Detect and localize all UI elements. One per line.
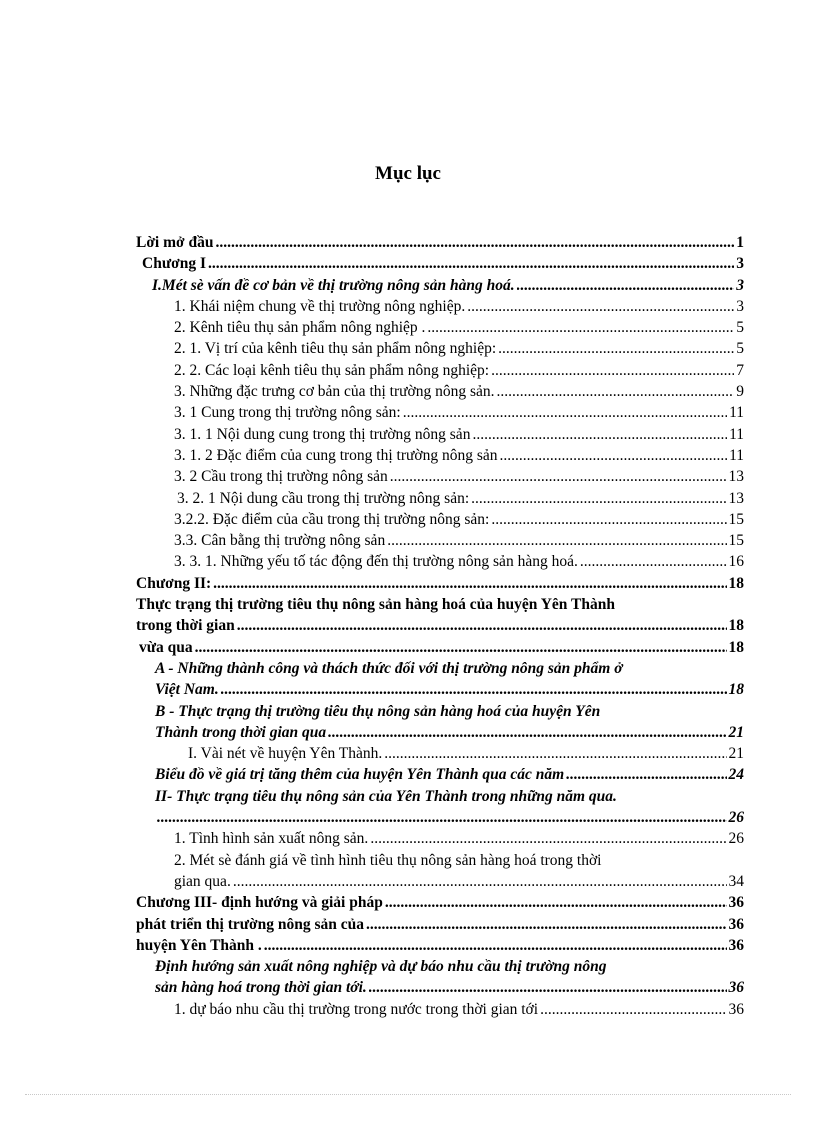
toc-page-number: 21 <box>728 723 744 741</box>
toc-page-number: 18 <box>728 574 744 592</box>
toc-entry <box>0 338 744 359</box>
toc-leader-dots <box>540 999 726 1020</box>
table-of-contents <box>0 232 816 1020</box>
toc-leader-dots <box>328 722 726 743</box>
toc-leader-dots <box>517 275 735 296</box>
toc-leader-dots <box>221 679 727 700</box>
toc-entry-text: 1. dự báo nhu cầu thị trường trong nước trong thời gian tới <box>174 1000 539 1018</box>
toc-page-number: 18 <box>728 681 744 699</box>
toc-entry <box>0 637 744 658</box>
toc-page-number: 34 <box>728 872 744 890</box>
toc-leader-dots <box>369 977 727 998</box>
toc-leader-dots <box>427 317 734 338</box>
toc-entry <box>0 253 744 274</box>
toc-entry <box>0 573 744 594</box>
toc-page-number: 36 <box>728 936 744 954</box>
toc-leader-dots <box>472 424 727 445</box>
toc-entry-text: 1. Khái niệm chung về thị trường nông nghiệp. <box>174 297 466 315</box>
toc-entry <box>0 722 744 743</box>
toc-entry <box>0 935 744 956</box>
toc-entry <box>0 871 744 892</box>
toc-page-number: 3 <box>736 276 744 294</box>
toc-entry-text: huyện Yên Thành . <box>136 936 262 954</box>
toc-page-number: 5 <box>736 340 744 358</box>
toc-page-number: 21 <box>728 745 744 763</box>
toc-entry-text: A - Những thành công và thách thức đối với thị trường nông sản phẩm ở <box>155 659 623 677</box>
toc-entry <box>0 956 744 977</box>
toc-page-number: 7 <box>736 361 744 379</box>
toc-page-number: 15 <box>728 510 744 528</box>
toc-entry <box>0 466 744 487</box>
toc-entry <box>0 679 744 700</box>
toc-page-number: 24 <box>728 766 744 784</box>
toc-entry <box>0 594 744 615</box>
toc-leader-dots <box>264 935 727 956</box>
toc-leader-dots <box>385 892 727 913</box>
toc-entry-text: trong thời gian <box>136 617 235 635</box>
toc-page-number: 16 <box>728 553 744 571</box>
toc-entry <box>0 764 744 785</box>
toc-page-number: 11 <box>729 425 744 443</box>
toc-leader-dots <box>195 637 727 658</box>
toc-leader-dots <box>233 871 727 892</box>
toc-entry <box>0 509 744 530</box>
toc-leader-dots <box>366 914 726 935</box>
toc-page-number: 18 <box>728 617 744 635</box>
toc-leader-dots <box>491 509 726 530</box>
toc-entry-text: I.Mét sè vấn đề cơ bản về thị trường nông sản hàng hoá. <box>152 276 515 294</box>
toc-entry-text: B - Thực trạng thị trường tiêu thụ nông sản hàng hoá của huyện Yên <box>155 702 601 720</box>
toc-leader-dots <box>580 551 727 572</box>
toc-page-number: 36 <box>728 979 744 997</box>
toc-entry-text: 3. 3. 1. Những yếu tố tác động đến thị trường nông sản hàng hoá. <box>174 553 578 571</box>
toc-page-number: 36 <box>728 1000 744 1018</box>
toc-entry-text: Biểu đồ về giá trị tăng thêm của huyện Yên Thành qua các năm <box>155 766 565 784</box>
toc-page-number: 26 <box>728 830 744 848</box>
toc-leader-dots <box>566 764 726 785</box>
toc-page-number: 36 <box>728 915 744 933</box>
toc-entry <box>0 658 744 679</box>
toc-entry <box>0 850 744 871</box>
toc-page-number: 36 <box>728 894 744 912</box>
toc-leader-dots <box>500 445 728 466</box>
toc-entry-text: 2. 1. Vị trí của kênh tiêu thụ sản phẩm nông nghiệp: <box>174 340 497 358</box>
toc-page-number: 9 <box>736 383 744 401</box>
toc-page-number: 3 <box>736 255 744 273</box>
toc-entry <box>0 488 744 509</box>
toc-page-number: 5 <box>736 319 744 337</box>
toc-leader-dots <box>491 360 734 381</box>
toc-entry-text: 2. Mét sè đánh giá về tình hình tiêu thụ nông sản hàng hoá trong thời <box>174 851 602 869</box>
toc-entry-text: I. Vài nét về huyện Yên Thành. <box>188 745 383 763</box>
toc-entry-text: 3.2.2. Đặc điểm của cầu trong thị trường nông sản: <box>174 510 490 528</box>
toc-entry <box>0 786 744 807</box>
toc-entry-text: 3. 2 Cầu trong thị trường nông sản <box>174 468 388 486</box>
toc-page-number: 15 <box>728 532 744 550</box>
toc-leader-dots <box>157 807 727 828</box>
toc-entry <box>0 232 744 253</box>
toc-entry-text: Chương II: <box>136 574 212 592</box>
toc-entry-text: II- Thực trạng tiêu thụ nông sản của Yên Thành trong những năm qua. <box>155 787 617 805</box>
toc-entry-text: Việt Nam. <box>155 681 219 699</box>
page-footer-divider <box>25 1094 791 1095</box>
toc-leader-dots <box>467 296 734 317</box>
toc-leader-dots <box>390 466 727 487</box>
toc-entry-text: phát triển thị trường nông sản của <box>136 915 365 933</box>
toc-leader-dots <box>213 573 726 594</box>
toc-entry-text: 3. 1. 2 Đặc điểm của cung trong thị trường nông sản <box>174 446 498 464</box>
toc-entry <box>0 360 744 381</box>
toc-entry-text: 3.3. Cân bằng thị trường nông sản <box>174 532 386 550</box>
toc-entry-text: 3. 2. 1 Nội dung cầu trong thị trường nông sản: <box>177 489 470 507</box>
toc-leader-dots <box>237 615 727 636</box>
toc-entry <box>0 892 744 913</box>
toc-entry <box>0 807 744 828</box>
toc-entry-text: Lời mở đầu <box>136 234 214 251</box>
toc-leader-dots <box>498 338 734 359</box>
toc-entry <box>0 701 744 722</box>
toc-entry-text: 2. Kênh tiêu thụ sản phẩm nông nghiệp . <box>174 319 426 337</box>
toc-entry-text: sản hàng hoá trong thời gian tới. <box>155 979 367 997</box>
toc-entry-text: vừa qua <box>139 638 193 656</box>
toc-leader-dots <box>403 402 727 423</box>
toc-page-number: 18 <box>728 638 744 656</box>
toc-page-number: 13 <box>728 489 744 507</box>
toc-entry <box>0 914 744 935</box>
toc-entry <box>0 615 744 636</box>
toc-leader-dots <box>497 381 735 402</box>
toc-entry <box>0 977 744 998</box>
page-title: Mục lục <box>375 163 441 184</box>
toc-entry-text: Chương III- định hướng và giải pháp <box>136 894 383 912</box>
toc-entry <box>0 296 744 317</box>
toc-entry-text: Thực trạng thị trường tiêu thụ nông sản hàng hoá của huyện Yên Thành <box>136 596 615 614</box>
toc-entry-text: 3. Những đặc trưng cơ bản của thị trường nông sản. <box>174 383 495 401</box>
toc-entry <box>0 317 744 338</box>
toc-entry <box>0 402 744 423</box>
toc-leader-dots <box>387 530 726 551</box>
toc-entry <box>0 275 744 296</box>
toc-entry <box>0 445 744 466</box>
toc-entry-text: gian qua. <box>174 872 231 890</box>
toc-page-number: 13 <box>728 468 744 486</box>
toc-entry-text: Chương I <box>142 255 206 273</box>
toc-entry-text: 1. Tình hình sản xuất nông sản. <box>174 830 369 848</box>
toc-entry-text: 3. 1 Cung trong thị trường nông sản: <box>174 404 401 422</box>
toc-leader-dots <box>370 828 726 849</box>
toc-page-number: 11 <box>729 446 744 464</box>
toc-entry <box>0 999 744 1020</box>
toc-page-number: 1 <box>736 234 744 251</box>
toc-entry <box>0 530 744 551</box>
toc-entry-text: 2. 2. Các loại kênh tiêu thụ sản phẩm nông nghiệp: <box>174 361 490 379</box>
toc-entry <box>0 424 744 445</box>
toc-page-number: 3 <box>736 297 744 315</box>
toc-entry <box>0 743 744 764</box>
toc-leader-dots <box>215 232 734 253</box>
toc-leader-dots <box>384 743 726 764</box>
toc-page-number: 26 <box>728 809 744 827</box>
toc-leader-dots <box>208 253 734 274</box>
toc-entry <box>0 381 744 402</box>
toc-entry-text: 3. 1. 1 Nội dung cung trong thị trường nông sản <box>174 425 471 443</box>
toc-entry <box>0 551 744 572</box>
toc-page-number: 11 <box>729 404 744 422</box>
toc-leader-dots <box>471 488 726 509</box>
toc-entry-text: Thành trong thời gian qua <box>155 723 327 741</box>
toc-entry <box>0 828 744 849</box>
toc-entry-text: Định hướng sản xuất nông nghiệp và dự báo nhu cầu thị trường nông <box>155 958 607 976</box>
